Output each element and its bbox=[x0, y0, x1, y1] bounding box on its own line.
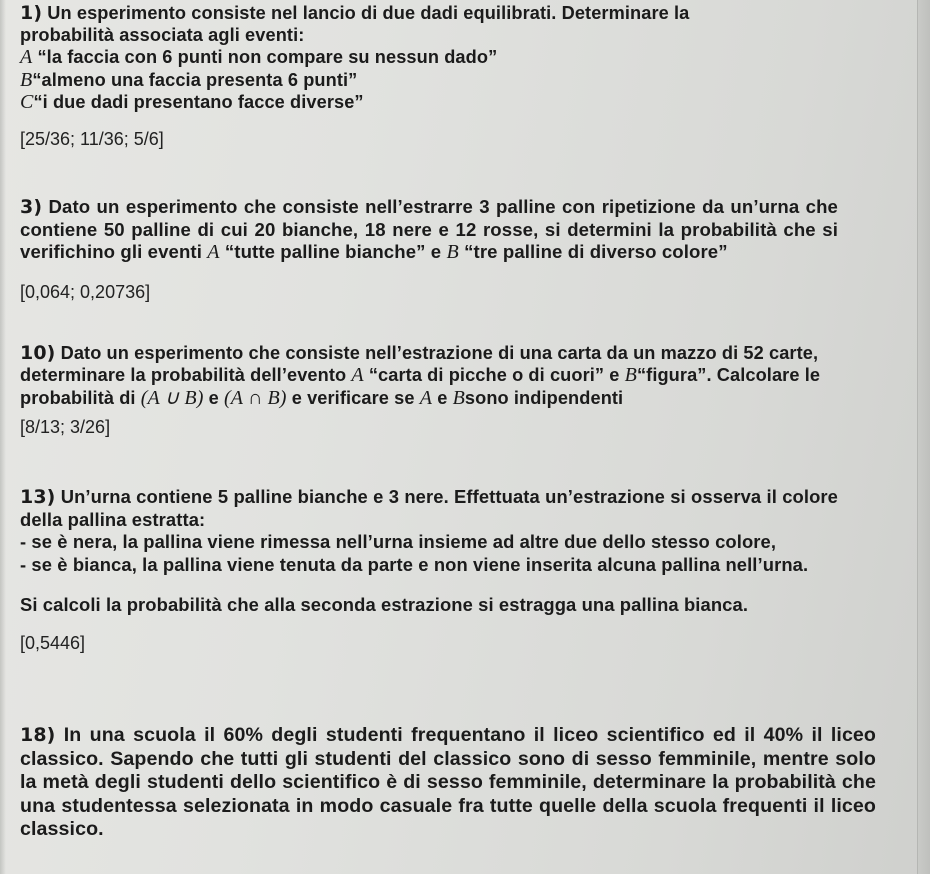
problem-3-number: 3) bbox=[20, 196, 43, 218]
problem-1-number: 1) bbox=[20, 2, 43, 24]
problem-1 bbox=[20, 2, 888, 150]
problem-3-text: 3) Dato un esperimento che consiste nell’estrarre 3 palline con ripetizione da un’urna che contiene 50 palline di cui 20 bianche, 18 nere e 12 rosse, si determini la probabilità che si verifichino gli eventi A “tutte palline bianche” e B “tre palline di diverso colore” bbox=[20, 196, 838, 264]
problem-1-answer: [25/36; 11/36; 5/6] bbox=[20, 129, 164, 150]
problem-13-question: Si calcoli la probabilità che alla seconda estrazione si estragga una pallina bianca. bbox=[20, 594, 749, 616]
problem-3-answer: [0,064; 0,20736] bbox=[20, 281, 151, 302]
problem-3 bbox=[20, 196, 838, 303]
problem-1-intro: 1) Un esperimento consiste nel lancio di due dadi equilibrati. Determinare la probabilità associata agli eventi: bbox=[20, 2, 690, 46]
page-shadow bbox=[0, 0, 6, 874]
problem-13 bbox=[20, 486, 839, 654]
problem-1-event-b: B“almeno una faccia presenta 6 punti” bbox=[20, 68, 358, 91]
page-edge bbox=[917, 0, 930, 874]
problem-1-event-a: A “la faccia con 6 punti non compare su nessun dado” bbox=[20, 46, 498, 69]
problem-10-text: 10) Dato un esperimento che consiste nell’estrazione di una carta da un mazzo di 52 carte, determinare la probabilità dell’evento A “carta di picche o di cuori” e B“figura”. Calcolare le probabilità di (A ∪ B) e (A ∩ B) e verificare se A e Bsono indipendenti bbox=[20, 342, 821, 409]
problem-10 bbox=[20, 342, 830, 438]
problem-1-event-c: C“i due dadi presentano facce diverse” bbox=[20, 90, 364, 113]
problem-18 bbox=[20, 724, 877, 842]
problem-13-answer: [0,5446] bbox=[20, 632, 86, 653]
problem-13-bullet-black: - se è nera, la pallina viene rimessa nell’urna insieme ad altre due dello stesso colore, bbox=[20, 531, 777, 553]
problem-18-text: 18) In una scuola il 60% degli studenti frequentano il liceo scientifico ed il 40% il liceo classico. Sapendo che tutti gli studenti del classico sono di sesso femminile, mentre solo la metà degli studenti dello scientifico è di sesso femminile, determinare la probabilità che una studentessa selezionata in modo casuale fra tutte quelle della scuola frequenti il liceo classico. bbox=[20, 724, 877, 841]
problem-13-number: 13) bbox=[20, 486, 56, 508]
problem-13-bullet-white: - se è bianca, la pallina viene tenuta da parte e non viene inserita alcuna pallina nell’urna. bbox=[20, 553, 809, 575]
problem-10-answer: [8/13; 3/26] bbox=[20, 417, 111, 438]
problem-18-number: 18) bbox=[20, 724, 56, 746]
problem-13-text: 13) Un’urna contiene 5 palline bianche e 3 nere. Effettuata un’estrazione si osserva il colore della pallina estratta: bbox=[20, 486, 839, 530]
problem-10-number: 10) bbox=[20, 342, 56, 364]
